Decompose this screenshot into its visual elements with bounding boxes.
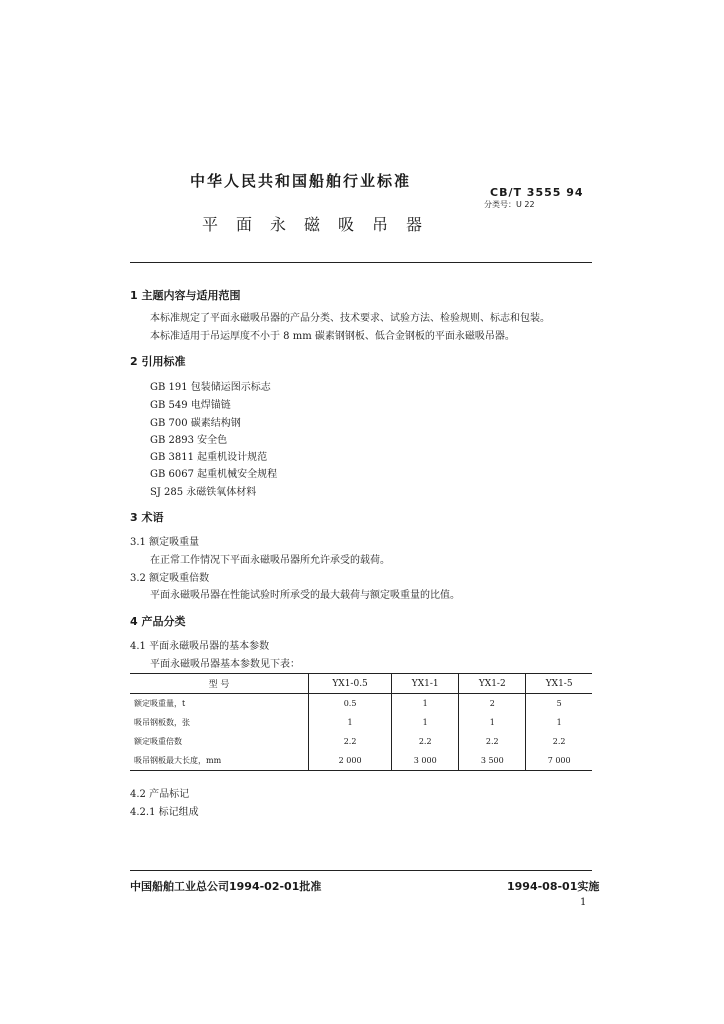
basic-parameters-table	[130, 673, 592, 771]
section-2-heading: 2 引用标准	[130, 355, 186, 368]
row-label: 吸吊钢板数，张	[134, 718, 190, 727]
model-header: 型 号	[208, 680, 230, 690]
row-label: 吸吊钢板最大长度，mm	[134, 756, 222, 765]
table-cell: 1	[392, 694, 459, 714]
table-cell: 2 000	[309, 751, 392, 771]
subsection-4-1-heading: 4.1 平面永磁吸吊器的基本参数	[130, 641, 270, 652]
term-2-definition: 平面永磁吸吊器在性能试验时所承受的最大载荷与额定吸重量的比值。	[150, 590, 460, 601]
subsection-4-2-heading: 4.2 产品标记	[130, 789, 190, 800]
model-column-header: YX1-5	[526, 674, 592, 694]
subsection-4-2-1-heading: 4.2.1 标记组成	[130, 807, 199, 818]
reference-item: GB 549 电焊锚链	[150, 400, 231, 411]
subsection-4-1-text: 平面永磁吸吊器基本参数见下表：	[150, 659, 300, 670]
model-column-header: YX1-0.5	[309, 674, 392, 694]
row-label: 额定吸重倍数	[134, 737, 182, 746]
table-cell: 1	[526, 713, 592, 732]
table-cell: 1	[309, 713, 392, 732]
table-cell: 3 000	[392, 751, 459, 771]
term-2-heading: 3.2 额定吸重倍数	[130, 573, 210, 584]
table-row	[130, 732, 592, 751]
table-row	[130, 713, 592, 732]
standard-title: 中华人民共和国船舶行业标准	[190, 172, 412, 190]
section-4-heading: 4 产品分类	[130, 615, 186, 628]
footer-rule	[130, 870, 592, 871]
table-cell: 7 000	[526, 751, 592, 771]
table-cell: 2.2	[309, 732, 392, 751]
section-1-paragraph-2: 本标准适用于吊运厚度不小于 8 mm 碳素钢钢板、低合金钢板的平面永磁吸吊器。	[150, 331, 515, 342]
standard-code: CB/T 3555 94	[490, 186, 584, 199]
table-row	[130, 751, 592, 771]
section-1-paragraph-1: 本标准规定了平面永磁吸吊器的产品分类、技术要求、试验方法、检验规则、标志和包装。	[150, 313, 550, 324]
table-cell: 5	[526, 694, 592, 714]
reference-item: GB 3811 起重机设计规范	[150, 452, 268, 463]
table-cell: 1	[459, 713, 526, 732]
table-cell: 0.5	[309, 694, 392, 714]
table-cell: 2	[459, 694, 526, 714]
table-cell: 3 500	[459, 751, 526, 771]
reference-item: GB 6067 起重机械安全规程	[150, 469, 278, 480]
table-cell: 2.2	[459, 732, 526, 751]
reference-item: SJ 285 永磁铁氧体材料	[150, 487, 257, 498]
table-row	[130, 694, 592, 714]
implementation-date: 1994-08-01实施	[507, 880, 600, 893]
term-1-heading: 3.1 额定吸重量	[130, 537, 200, 548]
page-number: 1	[580, 897, 587, 908]
row-label: 额定吸重量，t	[134, 699, 186, 708]
model-column-header: YX1-2	[459, 674, 526, 694]
section-3-heading: 3 术语	[130, 511, 164, 524]
header-rule	[130, 262, 592, 263]
table-cell: 1	[392, 713, 459, 732]
approval-note: 中国船舶工业总公司1994-02-01批准	[130, 880, 322, 893]
table-cell: 2.2	[392, 732, 459, 751]
table-cell: 2.2	[526, 732, 592, 751]
term-1-definition: 在正常工作情况下平面永磁吸吊器所允许承受的载荷。	[150, 555, 390, 566]
model-column-header: YX1-1	[392, 674, 459, 694]
document-title: 平面永磁吸吊器	[202, 215, 441, 234]
classification-number: 分类号：U 22	[484, 200, 535, 209]
section-1-heading: 1 主题内容与适用范围	[130, 289, 241, 302]
reference-item: GB 700 碳素结构钢	[150, 418, 241, 429]
reference-item: GB 2893 安全色	[150, 435, 228, 446]
reference-item: GB 191 包装储运图示标志	[150, 382, 271, 393]
table-header-row	[130, 674, 592, 694]
